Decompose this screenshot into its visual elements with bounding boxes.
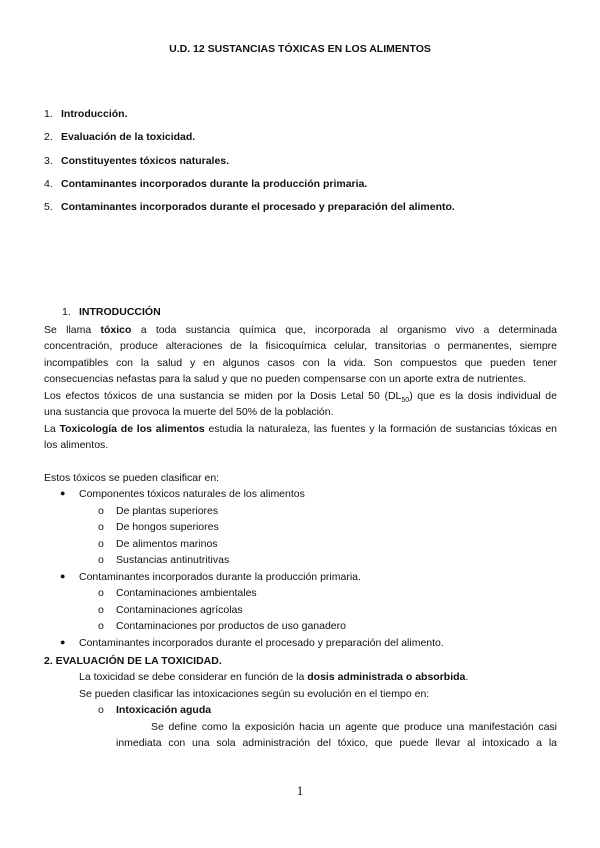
toc-item-number: 3.: [44, 154, 53, 167]
toc-item: [44, 108, 455, 131]
toc-item-number: 2.: [44, 131, 53, 144]
sub-bullet-item: De alimentos marinos: [116, 537, 218, 550]
section1-heading: [62, 306, 161, 318]
sub-bullet-icon: o: [98, 554, 104, 566]
paragraph-line: concentración, produce alteraciones de la fisicoquímica celular, transitorias o permanentes, siempre: [44, 340, 557, 352]
term-dosis: dosis administrada o absorbida: [307, 671, 466, 683]
bullet-icon: ●: [60, 488, 66, 498]
sub-bullet-item: Contaminaciones por productos de uso ganadero: [116, 620, 346, 632]
section2-item-text: inmediata con una sola administración del tóxico, que puede llevar al intoxicado a la: [116, 737, 557, 749]
table-of-contents: [44, 108, 455, 224]
sub-bullet-item: De plantas superiores: [116, 504, 219, 517]
bullet-item: Contaminantes incorporados durante la producción primaria.: [79, 570, 361, 583]
sub-bullet-icon: o: [98, 521, 104, 533]
sub-bullet-item: Sustancias antinutritivas: [116, 554, 230, 566]
document-title: U.D. 12 SUSTANCIAS TÓXICAS EN LOS ALIMENTOS: [169, 43, 431, 55]
term-toxico: tóxico: [100, 324, 132, 336]
section2-heading: 2. EVALUACIÓN DE LA TOXICIDAD.: [44, 655, 222, 667]
page-number: 1: [296, 783, 304, 798]
classification-intro: Estos tóxicos se pueden clasificar en:: [44, 472, 220, 484]
paragraph-line: los alimentos.: [44, 439, 109, 451]
toc-item-label: Contaminantes incorporados durante el procesado y preparación del alimento.: [61, 201, 455, 214]
section1-number: 1.: [62, 306, 71, 318]
toc-item-label: Introducción.: [61, 108, 128, 120]
section2-line: La toxicidad se debe considerar en función de la dosis administrada o absorbida.: [79, 671, 469, 683]
toc-item-label: Evaluación de la toxicidad.: [61, 131, 196, 144]
paragraph-line: La Toxicología de los alimentos estudia la naturaleza, las fuentes y la formación de sustancias tóxicas en: [44, 423, 557, 435]
bullet-icon: ●: [60, 570, 66, 581]
toc-item-label: Constituyentes tóxicos naturales.: [61, 154, 230, 167]
paragraph-line: incompatibles con la salud y en algunos casos con la vida. Son compuestos que pueden tener: [44, 357, 557, 369]
sub-bullet-icon: o: [98, 620, 104, 632]
term-toxicologia: Toxicología de los alimentos: [59, 423, 205, 435]
bullet-item: Contaminantes incorporados durante el procesado y preparación del alimento.: [79, 636, 444, 649]
toc-item: [44, 178, 455, 201]
toc-item-number: 5.: [44, 201, 53, 214]
sub-bullet-icon: o: [98, 587, 104, 599]
sub-bullet-item: Contaminaciones ambientales: [116, 587, 257, 599]
sub-bullet-icon: o: [98, 537, 104, 550]
sub-bullet-icon: o: [98, 603, 104, 616]
toc-item-number: 4.: [44, 177, 53, 190]
sub-bullet-item: Contaminaciones agrícolas: [116, 603, 243, 616]
sub-bullet-item: De hongos superiores: [116, 521, 219, 533]
section1-title: INTRODUCCIÓN: [79, 306, 161, 318]
section2-item-label: Intoxicación aguda: [116, 704, 212, 716]
toc-item-label: Contaminantes incorporados durante la producción primaria.: [61, 177, 368, 190]
section2-item-text: Se define como la exposición hacia un agente que produce una manifestación casi: [151, 721, 557, 733]
toc-item-number: 1.: [44, 108, 53, 120]
toc-item: [44, 131, 455, 154]
toc-item: [44, 201, 455, 224]
paragraph-line: Se llama tóxico a toda sustancia química que, incorporada al organismo vivo a determinada: [44, 324, 557, 336]
paragraph-line: Los efectos tóxicos de una sustancia se miden por la Dosis Letal 50 $(DL_{50})$ que es la dosis individual de: [44, 390, 557, 405]
section2-line: Se pueden clasificar las intoxicaciones según su evolución en el tiempo en:: [79, 688, 430, 700]
paragraph-line: consecuencias nefastas para la salud y que no pueden compensarse con un aporte extra de nutrientes.: [44, 373, 527, 385]
paragraph-line: una sustancia que provoca la muerte del 50% de la población.: [44, 406, 334, 418]
toc-item: [44, 155, 455, 178]
section2-item-symbol: o: [98, 704, 104, 716]
bullet-icon: ●: [60, 636, 66, 647]
sub-bullet-icon: o: [98, 504, 104, 517]
bullet-item: Componentes tóxicos naturales de los alimentos: [79, 488, 305, 500]
